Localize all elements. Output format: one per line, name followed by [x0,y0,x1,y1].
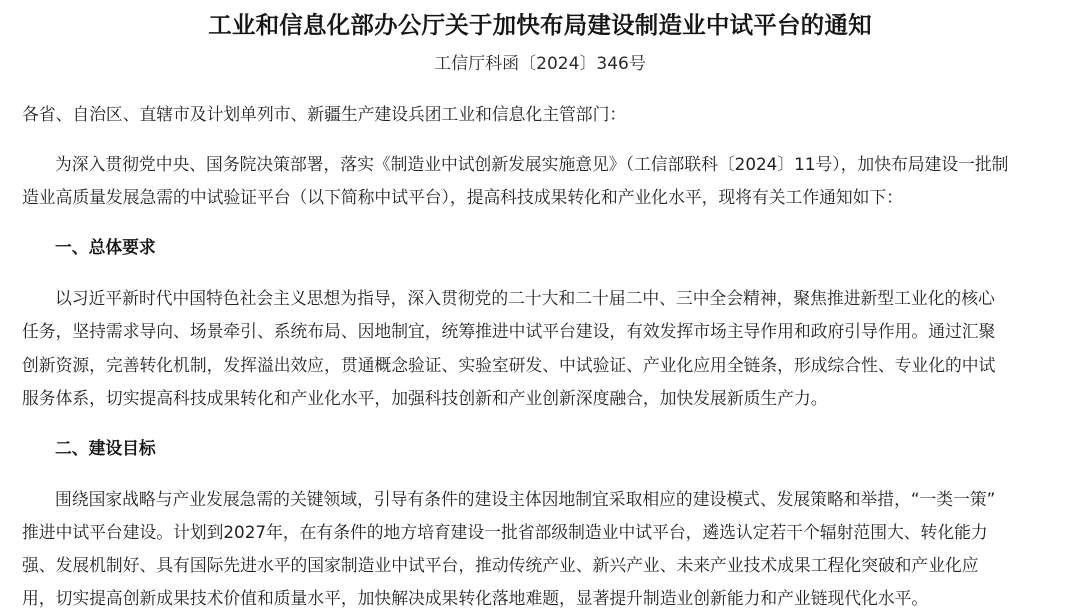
section-2-line-1: 围绕国家战略与产业发展急需的关键领域，引导有条件的建设主体因地制宜采取相应的建设模式、发展策略和举措，“一类一策” [55,489,996,509]
intro-line-1: 为深入贯彻党中央、国务院决策部署，落实《制造业中试创新发展实施意见》（工信部联科〔2024〕11号），加快布局建设一批制 [55,154,1009,174]
section-1-line-3: 创新资源，完善转化机制，发挥溢出效应，贯通概念验证、实验室研发、中试验证、产业化应用全链条，形成综合性、专业化的中试 [22,355,996,375]
document-title: 工业和信息化部办公厅关于加快布局建设制造业中试平台的通知 [208,11,872,39]
section-heading-general-requirements: 一、总体要求 [55,237,156,257]
document-number: 工信厅科函〔2024〕346号 [434,54,646,74]
section-2-line-4: 用，切实提高创新成果技术价值和质量水平，加快解决成果转化落地难题，显著提升制造业创新能力和产业链现代化水平。 [22,588,929,608]
salutation: 各省、自治区、直辖市及计划单列市、新疆生产建设兵团工业和信息化主管部门： [22,104,627,124]
section-1-line-2: 任务，坚持需求导向、场景牵引、系统布局、因地制宜，统筹推进中试平台建设，有效发挥市场主导作用和政府引导作用。通过汇聚 [22,321,996,341]
section-2-line-2: 推进中试平台建设。计划到2027年，在有条件的地方培育建设一批省部级制造业中试平台，遴选认定若干个辐射范围大、转化能力 [22,522,988,542]
section-heading-construction-goals: 二、建设目标 [55,438,156,458]
section-1-line-1: 以习近平新时代中国特色社会主义思想为指导，深入贯彻党的二十大和二十届二中、三中全会精神，聚焦推进新型工业化的核心 [55,288,995,308]
intro-line-2: 造业高质量发展急需的中试验证平台（以下简称中试平台），提高科技成果转化和产业化水平，现将有关工作通知如下： [22,187,904,207]
section-2-line-3: 强、发展机制好、具有国际先进水平的国家制造业中试平台，推动传统产业、新兴产业、未来产业技术成果工程化突破和产业化应 [22,555,979,575]
section-1-line-4: 服务体系，切实提高科技成果转化和产业化水平，加强科技创新和产业创新深度融合，加快发展新质生产力。 [22,388,828,408]
